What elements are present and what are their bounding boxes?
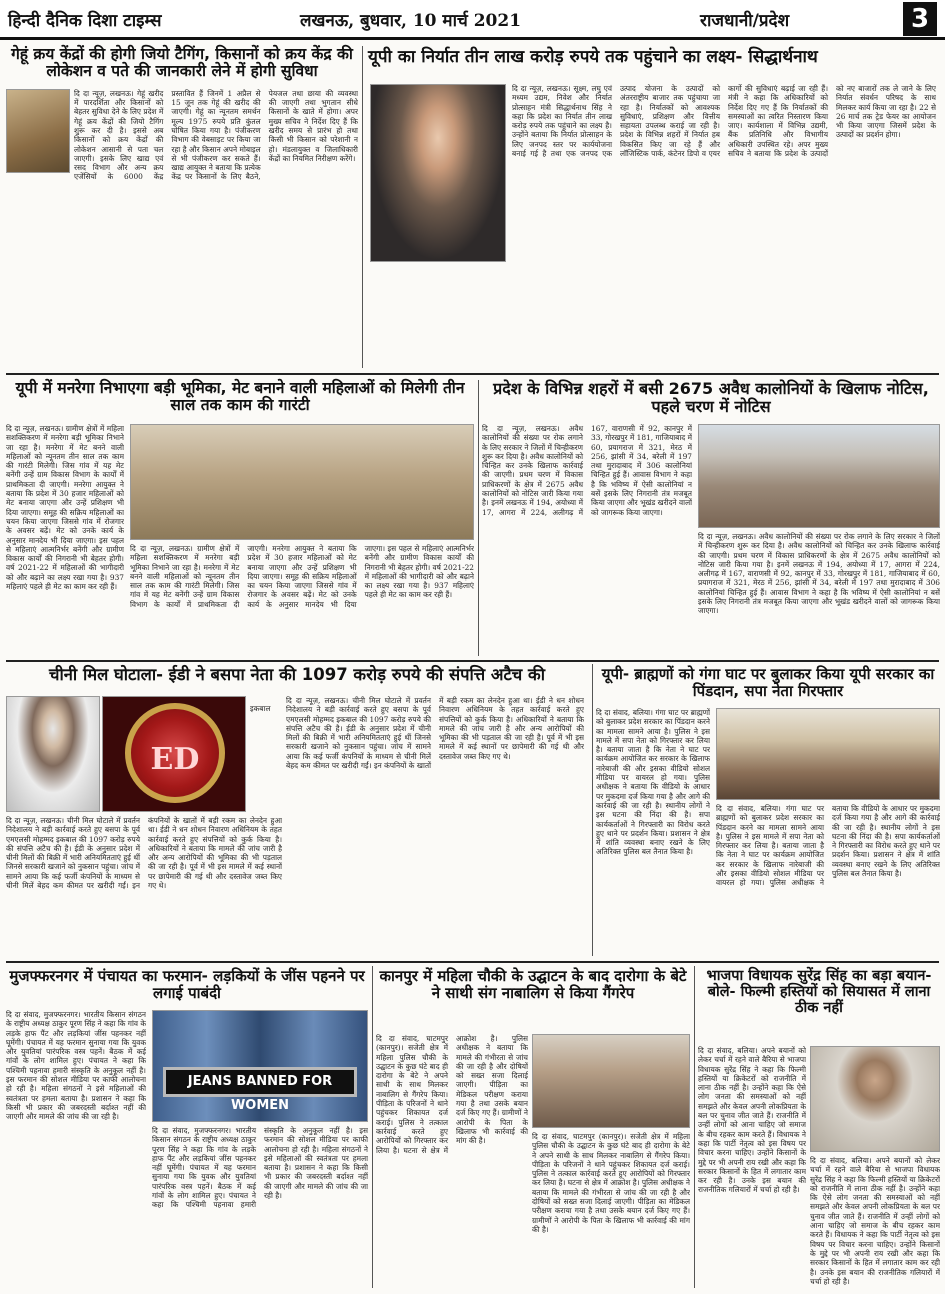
enforcement-directorate-emblem-icon: ED [125, 703, 225, 803]
story-headline: यूपी का निर्यात तीन लाख करोड़ रुपये तक पहुंचाने का लक्ष्य- सिद्धार्थनाथ [368, 47, 818, 67]
story-body-cont: दि दा न्यूज़, लखनऊ। ग्रामीण क्षेत्रों में महिला सशक्तिकरण में मनरेगा बड़ी भूमिका निभाने जा रहा है। मनरेगा में मेट बनने वाली महिलाओं को न्यूनतम तीन साल तक काम की गारंटी मिलेगी। जिस गांव में यह मेट बनेंगी उन्हें ग्राम विकास विभाग के कार्यों में प्राथमिकता दी जाएगी। मनरेगा आयुक्त ने बताया कि प्रदेश में 30 हजार महिलाओं को मेट बनाया जाएगा और उन्हें प्रशिक्षण भी दिया जाएगा। समूह की सक्रिय महिलाओं का चयन किया जाएगा जिससे गांव में रोजगार के अवसर बढ़ें। मेट को उनके कार्य के अनुसार मानदेय भी दिया जाएगा। इस पहल से महिलाएं आत्मनिर्भर बनेंगी और ग्रामीण विकास कार्यों की निगरानी भी बेहतर होगी। वर्ष 2021-22 में महिलाओं की भागीदारी को और बढ़ाने का लक्ष्य रखा गया है। 937 महिलाएं पहले ही मेट का काम कर रही हैं। [130, 544, 474, 609]
story-body: दि दा संवाद, घाटमपुर (कानपुर)। सजेती क्षेत्र में महिला पुलिस चौकी के उद्घाटन के कुछ घंटे बाद ही दारोगा के बेटे ने अपने साथी के साथ मिलकर नाबालिग से गैंगरेप किया। पीड़िता के परिजनों ने थाने पहुंचकर शिकायत दर्ज कराई। पुलिस ने तत्काल कार्रवाई करते हुए आरोपियों को गिरफ्तार कर लिया है। घटना से क्षेत्र में आक्रोश है। पुलिस अधीक्षक ने बताया कि मामले की गंभीरता से जांच की जा रही है और दोषियों को सख्त सजा दिलाई जाएगी। पीड़िता का मेडिकल परीक्षण कराया गया है तथा उसके बयान दर्ज किए गए हैं। ग्रामीणों ने आरोपी के पिता के खिलाफ भी कार्रवाई की मांग की है। [376, 1034, 528, 1155]
section-divider [6, 961, 939, 963]
jeans-banned-banner: JEANS BANNED FOR WOMEN [163, 1067, 357, 1097]
column-divider [694, 966, 695, 1288]
masthead [0, 0, 945, 40]
story-headline: चीनी मिल घोटाला- ईडी ने बसपा नेता की 1097 करोड़ रुपये की संपत्ति अटैच की [49, 665, 545, 684]
story-headline: यूपी में मनरेगा निभाएगा बड़ी भूमिका, मेट बनाने वाली महिलाओं को मिलेगी तीन साल तक काम की गारंटी [15, 379, 465, 415]
story-body: दि दा न्यूज़, लखनऊ। चीनी मिल घोटाले में प्रवर्तन निदेशालय ने बड़ी कार्रवाई करते हुए बसपा के पूर्व एमएलसी मोहम्मद इकबाल की 1097 करोड़ रुपये की संपत्ति अटैच की है। ईडी के अनुसार प्रदेश में चीनी मिलों की बिक्री में भारी अनियमितताएं हुई थीं जिनसे सरकारी खजाने को नुकसान पहुंचा। जांच में सामने आया कि कई फर्जी कंपनियों के माध्यम से चीनी मिलें बेहद कम कीमत पर खरीदी गईं। इन कंपनियों के खातों में बड़ी रकम का लेनदेन हुआ था। ईडी ने धन शोधन निवारण अधिनियम के तहत कार्रवाई करते हुए संपत्तियों को कुर्क किया है। अधिकारियों ने बताया कि मामले की जांच जारी है और अन्य आरोपियों की भूमिका की भी पड़ताल की जा रही है। पूर्व में भी इस मामले में कई स्थानों पर छापेमारी की गई थी और दस्तावेज जब्त किए गए थे। [6, 816, 282, 891]
story-illegal-colonies [482, 378, 940, 658]
story-headline: कानपुर में महिला चौकी के उद्घाटन के बाद दारोगा के बेटे ने साथी संग नाबालिग से किया गैंगरेप [379, 967, 687, 1002]
column-divider [362, 46, 363, 368]
mla-portrait-photo [810, 1046, 940, 1152]
story-body-cont: दि दा न्यूज़, लखनऊ। अवैध कालोनियों की संख्या पर रोक लगाने के लिए सरकार ने जिलों में चिन्हीकरण शुरू कर दिया है। अवैध कालोनियों को चिन्हित कर उनके खिलाफ कार्रवाई की जाएगी। प्रथम चरण में विकास प्राधिकरणों के क्षेत्र में 2675 अवैध कालोनियों को नोटिस जारी किया गया है। इनमें लखनऊ में 194, अयोध्या में 17, आगरा में 224, अलीगढ़ में 167, वाराणसी में 92, कानपुर में 33, गोरखपुर में 181, गाजियाबाद में 60, प्रयागराज में 321, मेरठ में 256, झांसी में 34, बरेली में 197 तथा मुरादाबाद में 306 कालोनियां चिन्हित हुई हैं। आवास विभाग ने कहा है कि भविष्य में ऐसी कालोनियां न बसें इसके लिए निगरानी तंत्र मजबूत किया जाएगा और भूखंड खरीदने वालों को जागरूक किया जाएगा। [698, 532, 940, 616]
story-mgnrega-women [6, 378, 474, 658]
story-body: दि दा संवाद, मुजफ्फरनगर। भारतीय किसान संगठन के राष्ट्रीय अध्यक्ष ठाकुर पूरण सिंह ने कहा कि गांव के लड़के हाफ पैंट और लड़कियां जींस पहनकर नहीं घूमेंगी। पंचायत में यह फरमान सुनाया गया कि युवक और युवतियां पारंपरिक वस्त्र पहनें। बैठक में कई गांवों के लोग शामिल हुए। पंचायत ने कहा कि पश्चिमी पहनावा हमारी संस्कृति के अनुकूल नहीं है। इस फरमान की सोशल मीडिया पर काफी आलोचना हो रही है। महिला संगठनों ने इसे महिलाओं की स्वतंत्रता पर हमला बताया है। प्रशासन ने कहा कि किसी भी प्रकार की जबरदस्ती बर्दाश्त नहीं की जाएगी और मामले की जांच की जा रही है। [6, 1010, 146, 1122]
section-name: राजधानी/प्रदेश [700, 11, 790, 31]
story-headline: यूपी- ब्राह्मणों को गंगा घाट पर बुलाकर किया यूपी सरकार का पिंडदान, सपा नेता गिरफ्तार [601, 665, 935, 700]
ed-logo-photo [102, 696, 246, 812]
story-body: दि दा न्यूज़, लखनऊ। ग्रामीण क्षेत्रों में महिला सशक्तिकरण में मनरेगा बड़ी भूमिका निभाने जा रहा है। मनरेगा में मेट बनने वाली महिलाओं को न्यूनतम तीन साल तक काम की गारंटी मिलेगी। जिस गांव में यह मेट बनेंगी उन्हें ग्राम विकास विभाग के कार्यों में प्राथमिकता दी जाएगी। मनरेगा आयुक्त ने बताया कि प्रदेश में 30 हजार महिलाओं को मेट बनाया जाएगा और उन्हें प्रशिक्षण भी दिया जाएगा। समूह की सक्रिय महिलाओं का चयन किया जाएगा जिससे गांव में रोजगार के अवसर बढ़ें। मेट को उनके कार्य के अनुसार मानदेय भी दिया जाएगा। इस पहल से महिलाएं आत्मनिर्भर बनेंगी और ग्रामीण विकास कार्यों की निगरानी भी बेहतर होगी। वर्ष 2021-22 में महिलाओं की भागीदारी को और बढ़ाने का लक्ष्य रखा गया है। 937 महिलाएं पहले ही मेट का काम कर रही हैं। [6, 424, 124, 592]
story-body: दि दा संवाद, बलिया। अपने बयानों को लेकर चर्चा में रहने वाले बैरिया से भाजपा विधायक सुरेंद्र सिंह ने कहा कि फिल्मी हस्तियों या क्रिकेटरों को राजनीति में लाना ठीक नहीं है। उन्होंने कहा कि ऐसे लोग जनता की समस्याओं को नहीं समझते और केवल अपनी लोकप्रियता के बल पर चुनाव जीत जाते हैं। राजनीति में उन्हीं लोगों को आना चाहिए जो समाज के बीच रहकर काम करते हैं। विधायक ने कहा कि पार्टी नेतृत्व को इस विषय पर विचार करना चाहिए। उन्होंने किसानों के मुद्दे पर भी अपनी राय रखी और कहा कि सरकार किसानों के हित में लगातार काम कर रही है। उनके इस बयान की राजनीतिक गलियारों में चर्चा हो रही है। [698, 1046, 806, 1195]
story-headline: भाजपा विधायक सुरेंद्र सिंह का बड़ा बयान- बोले- फिल्मी हस्तियों को सियासत में लाना ठीक नहीं [706, 968, 932, 1017]
column-divider [372, 966, 373, 1288]
police-officials-photo [532, 1034, 690, 1128]
story-kanpur-crime [376, 966, 690, 1290]
story-body: दि दा संवाद, बलिया। गंगा घाट पर ब्राह्मणों को बुलाकर प्रदेश सरकार का पिंडदान करने का मामला सामने आया है। पुलिस ने इस मामले में सपा नेता को गिरफ्तार कर लिया है। बताया जाता है कि नेता ने घाट पर कार्यक्रम आयोजित कर सरकार के खिलाफ नारेबाजी की और इसका वीडियो सोशल मीडिया पर वायरल हो गया। पुलिस अधीक्षक ने बताया कि वीडियो के आधार पर मुकदमा दर्ज किया गया है और आगे की कार्रवाई की जा रही है। स्थानीय लोगों ने इस घटना की निंदा की है। सपा कार्यकर्ताओं ने गिरफ्तारी का विरोध करते हुए थाने पर प्रदर्शन किया। प्रशासन ने क्षेत्र में शांति व्यवस्था बनाए रखने के लिए अतिरिक्त पुलिस बल तैनात किया है। [596, 708, 710, 857]
story-body-cont: दि दा संवाद, बलिया। अपने बयानों को लेकर चर्चा में रहने वाले बैरिया से भाजपा विधायक सुरेंद्र सिंह ने कहा कि फिल्मी हस्तियों या क्रिकेटरों को राजनीति में लाना ठीक नहीं है। उन्होंने कहा कि ऐसे लोग जनता की समस्याओं को नहीं समझते और केवल अपनी लोकप्रियता के बल पर चुनाव जीत जाते हैं। राजनीति में उन्हीं लोगों को आना चाहिए जो समाज के बीच रहकर काम करते हैं। विधायक ने कहा कि पार्टी नेतृत्व को इस विषय पर विचार करना चाहिए। उन्होंने किसानों के मुद्दे पर भी अपनी राय रखी और कहा कि सरकार किसानों के हित में लगातार काम कर रही है। उनके इस बयान की राजनीतिक गलियारों में चर्चा हो रही है। [810, 1156, 940, 1286]
story-wheat-procurement [6, 44, 358, 372]
story-sugar-mill-scam [6, 664, 588, 960]
column-divider [478, 380, 479, 656]
workers-photo [130, 424, 474, 540]
accused-leader-photo [6, 696, 100, 812]
image-caption: इकबाल [250, 704, 271, 713]
story-headline: प्रदेश के विभिन्न शहरों में बसी 2675 अवैध कालोनियों के खिलाफ नोटिस, पहले चरण में नोटिस [493, 379, 929, 416]
page-number: 3 [903, 2, 937, 36]
story-pind-daan-arrest [596, 664, 940, 960]
column-divider [592, 664, 593, 956]
newspaper-name: हिन्दी दैनिक दिशा टाइम्स [8, 11, 162, 31]
story-body: दि दा न्यूज़, लखनऊ। गेहूं खरीद में पारदर्शिता और किसानों को बेहतर सुविधा देने के लिए प्रदेश में गेहूं क्रय केंद्रों की जियो टैगिंग शुरू कर दी है। इससे अब किसानों को क्रय केंद्रों की लोकेशन आसानी से पता चल जाएगी। इसके लिए खाद्य एवं रसद विभाग और अन्य क्रय एजेंसियों के 6000 केंद्र प्रस्तावित हैं जिनमें 1 अप्रैल से 15 जून तक गेहूं की खरीद की जाएगी। गेहूं का न्यूनतम समर्थन मूल्य 1975 रुपये प्रति कुंतल घोषित किया गया है। पंजीकरण विभाग की वेबसाइट पर किया जा रहा है और किसान अपने मोबाइल से भी पंजीकरण कर सकते हैं। खाद्य आयुक्त ने बताया कि प्रत्येक केंद्र पर किसानों के लिए बैठने, पेयजल तथा छाया की व्यवस्था की जाएगी तथा भुगतान सीधे किसानों के खाते में होगा। अपर मुख्य सचिव ने निर्देश दिए हैं कि खरीद समय से प्रारंभ हो तथा किसी भी किसान को परेशानी न हो। मंडलायुक्त व जिलाधिकारी केंद्रों का नियमित निरीक्षण करेंगे। [74, 88, 358, 182]
story-headline: मुजफ्फरनगर में पंचायत का फरमान- लड़कियों के जींस पहनने पर लगाई पाबंदी [9, 967, 365, 1002]
wheat-sacks-photo [6, 89, 70, 173]
story-body: दि दा न्यूज़, लखनऊ। अवैध कालोनियों की संख्या पर रोक लगाने के लिए सरकार ने जिलों में चिन्हीकरण शुरू कर दिया है। अवैध कालोनियों को चिन्हित कर उनके खिलाफ कार्रवाई की जाएगी। प्रथम चरण में विकास प्राधिकरणों के क्षेत्र में 2675 अवैध कालोनियों को नोटिस जारी किया गया है। इनमें लखनऊ में 194, अयोध्या में 17, आगरा में 224, अलीगढ़ में 167, वाराणसी में 92, कानपुर में 33, गोरखपुर में 181, गाजियाबाद में 60, प्रयागराज में 321, मेरठ में 256, झांसी में 34, बरेली में 197 तथा मुरादाबाद में 306 कालोनियां चिन्हित हुई हैं। आवास विभाग ने कहा है कि भविष्य में ऐसी कालोनियां न बसें इसके लिए निगरानी तंत्र मजबूत किया जाएगा और भूखंड खरीदने वालों को जागरूक किया जाएगा। [482, 424, 692, 517]
story-headline: गेहूं क्रय केंद्रों की होगी जियो टैगिंग, किसानों को क्रय केंद्र की लोकेशन व पते की जानकारी लेने में होगी सुविधा [11, 45, 353, 81]
story-body: दि दा न्यूज़, लखनऊ। सूक्ष्म, लघु एवं मध्यम उद्यम, निवेश और निर्यात प्रोत्साहन मंत्री सिद्धार्थनाथ सिंह ने कहा कि प्रदेश का निर्यात तीन लाख करोड़ रुपये तक पहुंचाने का लक्ष्य है। उन्होंने बताया कि निर्यात प्रोत्साहन के लिए जनपद स्तर पर कार्ययोजना बनाई गई है तथा एक जनपद एक उत्पाद योजना के उत्पादों को अंतरराष्ट्रीय बाजार तक पहुंचाया जा रहा है। निर्यातकों को आवश्यक सुविधाएं, प्रशिक्षण और वित्तीय सहायता उपलब्ध कराई जा रही है। प्रदेश के विभिन्न शहरों में निर्यात हब विकसित किए जा रहे हैं और लॉजिस्टिक पार्क, कंटेनर डिपो व एयर कार्गो की सुविधाएं बढ़ाई जा रही हैं। मंत्री ने कहा कि अधिकारियों को निर्देश दिए गए हैं कि निर्यातकों की समस्याओं का त्वरित निस्तारण किया जाए। कार्यशाला में विभिन्न उद्यमी, बैंक प्रतिनिधि और विभागीय अधिकारी उपस्थित रहे। अपर मुख्य सचिव ने बताया कि प्रदेश के उत्पादों को नए बाजारों तक ले जाने के लिए निर्यात संवर्धन परिषद के साथ मिलकर कार्य किया जा रहा है। 22 से 26 मार्च तक ट्रेड फेयर का आयोजन भी किया जाएगा जिसमें प्रदेश के उत्पादों का प्रदर्शन होगा। [512, 84, 936, 159]
story-export-target [366, 44, 940, 372]
minister-photo [370, 84, 506, 262]
story-body-cont: दि दा संवाद, बलिया। गंगा घाट पर ब्राह्मणों को बुलाकर प्रदेश सरकार का पिंडदान करने का मामला सामने आया है। पुलिस ने इस मामले में सपा नेता को गिरफ्तार कर लिया है। बताया जाता है कि नेता ने घाट पर कार्यक्रम आयोजित कर सरकार के खिलाफ नारेबाजी की और इसका वीडियो सोशल मीडिया पर वायरल हो गया। पुलिस अधीक्षक ने बताया कि वीडियो के आधार पर मुकदमा दर्ज किया गया है और आगे की कार्रवाई की जा रही है। स्थानीय लोगों ने इस घटना की निंदा की है। सपा कार्यकर्ताओं ने गिरफ्तारी का विरोध करते हुए थाने पर प्रदर्शन किया। प्रशासन ने क्षेत्र में शांति व्यवस्था बनाए रखने के लिए अतिरिक्त पुलिस बल तैनात किया है। [716, 804, 940, 888]
ghat-protest-photo [716, 708, 940, 800]
section-divider [6, 660, 939, 662]
story-jeans-ban [6, 966, 368, 1290]
story-body-top: दि दा न्यूज़, लखनऊ। चीनी मिल घोटाले में प्रवर्तन निदेशालय ने बड़ी कार्रवाई करते हुए बसपा के पूर्व एमएलसी मोहम्मद इकबाल की 1097 करोड़ रुपये की संपत्ति अटैच की है। ईडी के अनुसार प्रदेश में चीनी मिलों की बिक्री में भारी अनियमितताएं हुई थीं जिनसे सरकारी खजाने को नुकसान पहुंचा। जांच में सामने आया कि कई फर्जी कंपनियों के माध्यम से चीनी मिलें बेहद कम कीमत पर खरीदी गईं। इन कंपनियों के खातों में बड़ी रकम का लेनदेन हुआ था। ईडी ने धन शोधन निवारण अधिनियम के तहत कार्रवाई करते हुए संपत्तियों को कुर्क किया है। अधिकारियों ने बताया कि मामले की जांच जारी है और अन्य आरोपियों की भूमिका की भी पड़ताल की जा रही है। पूर्व में भी इस मामले में कई स्थानों पर छापेमारी की गई थी और दस्तावेज जब्त किए गए थे। [286, 696, 584, 771]
story-body-cont: दि दा संवाद, घाटमपुर (कानपुर)। सजेती क्षेत्र में महिला पुलिस चौकी के उद्घाटन के कुछ घंटे बाद ही दारोगा के बेटे ने अपने साथी के साथ मिलकर नाबालिग से गैंगरेप किया। पीड़िता के परिजनों ने थाने पहुंचकर शिकायत दर्ज कराई। पुलिस ने तत्काल कार्रवाई करते हुए आरोपियों को गिरफ्तार कर लिया है। घटना से क्षेत्र में आक्रोश है। पुलिस अधीक्षक ने बताया कि मामले की गंभीरता से जांच की जा रही है और दोषियों को सख्त सजा दिलाई जाएगी। पीड़िता का मेडिकल परीक्षण कराया गया है तथा उसके बयान दर्ज किए गए हैं। ग्रामीणों ने आरोपी के पिता के खिलाफ भी कार्रवाई की मांग की है। [532, 1132, 690, 1234]
section-divider [6, 373, 939, 375]
jeans-photo [152, 1010, 368, 1122]
dateline: लखनऊ, बुधवार, 10 मार्च 2021 [300, 11, 522, 31]
story-body-cont: दि दा संवाद, मुजफ्फरनगर। भारतीय किसान संगठन के राष्ट्रीय अध्यक्ष ठाकुर पूरण सिंह ने कहा कि गांव के लड़के हाफ पैंट और लड़कियां जींस पहनकर नहीं घूमेंगी। पंचायत में यह फरमान सुनाया गया कि युवक और युवतियां पारंपरिक वस्त्र पहनें। बैठक में कई गांवों के लोग शामिल हुए। पंचायत ने कहा कि पश्चिमी पहनावा हमारी संस्कृति के अनुकूल नहीं है। इस फरमान की सोशल मीडिया पर काफी आलोचना हो रही है। महिला संगठनों ने इसे महिलाओं की स्वतंत्रता पर हमला बताया है। प्रशासन ने कहा कि किसी भी प्रकार की जबरदस्ती बर्दाश्त नहीं की जाएगी और मामले की जांच की जा रही है। [152, 1126, 368, 1210]
story-mla-statement [698, 966, 940, 1290]
colony-aerial-photo [698, 424, 940, 528]
